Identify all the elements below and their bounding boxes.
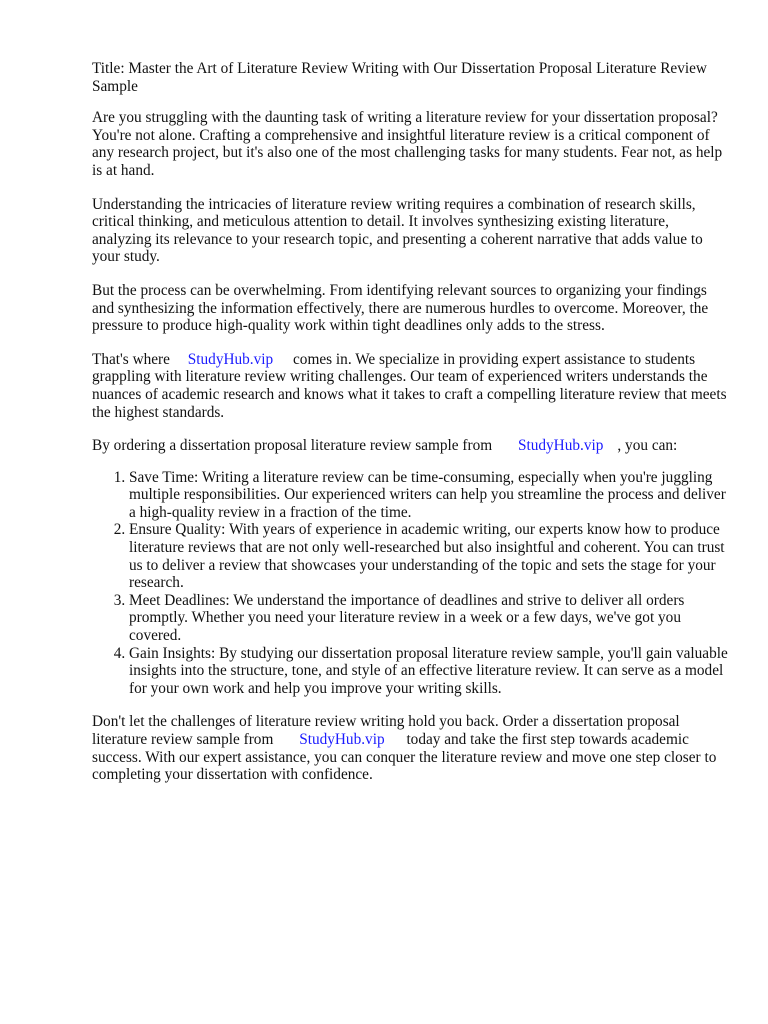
service-text-start: That's where bbox=[92, 350, 170, 368]
list-item: 4. Gain Insights: By studying our dissertation proposal literature review sample, you'll gain valuable insights into the structure, tone, and style of an effective literature review. It can serve as a model for your own work and help you improve your writing skills. bbox=[129, 645, 732, 698]
document-title: Title: Master the Art of Literature Review Writing with Our Dissertation Proposal Literature Review Sample bbox=[92, 60, 707, 95]
service-paragraph bbox=[92, 351, 732, 421]
ordering-text-end: , you can: bbox=[617, 437, 678, 455]
list-item: 3. Meet Deadlines: We understand the importance of deadlines and strive to deliver all orders promptly. Whether you need your literature review in a week or a few days, we've got you covered. bbox=[129, 592, 732, 645]
list-item: 1. Save Time: Writing a literature review can be time-consuming, especially when you're juggling multiple responsibilities. Our experienced writers can help you streamline the process and deliver a high-quality review in a fraction of the time. bbox=[129, 469, 732, 522]
ordering-paragraph bbox=[92, 437, 732, 455]
benefits-list bbox=[92, 469, 732, 698]
closing-text-end: today and take the first step towards academic success. With our expert assistance, you can conquer the literature review and move one step closer to completing your dissertation with confidence. bbox=[92, 731, 717, 784]
closing-text-start: Don't let the challenges of literature review writing hold you back. Order a dissertation proposal literature review sample from bbox=[92, 713, 680, 748]
closing-paragraph bbox=[92, 713, 732, 783]
list-item: 2. Ensure Quality: With years of experience in academic writing, our experts know how to produce literature reviews that are not only well-researched but also insightful and coherent. You can trust us to deliver a review that showcases your understanding of the topic and sets the stage for your research. bbox=[129, 521, 732, 591]
service-text-end: comes in. We specialize in providing expert assistance to students grappling with literature review writing challenges. Our team of experienced writers understands the nuances of academic research and knows what it takes to craft a compelling literature review that meets the highest standards. bbox=[92, 350, 727, 421]
document-page bbox=[92, 60, 732, 800]
ordering-text-start: By ordering a dissertation proposal literature review sample from bbox=[92, 437, 493, 455]
intro-paragraph: Are you struggling with the daunting task of writing a literature review for your dissertation proposal? You're not alone. Crafting a comprehensive and insightful literature review is a critical component of any research project, but it's also one of the most challenging tasks for many students. Fear not, as help is at hand. bbox=[92, 109, 723, 179]
process-paragraph: But the process can be overwhelming. From identifying relevant sources to organizing your findings and synthesizing the information effectively, there are numerous hurdles to overcome. Moreover, the pressure to produce high-quality work within tight deadlines only adds to the stress. bbox=[92, 281, 709, 335]
studyhub-link[interactable]: StudyHub.vip bbox=[187, 350, 274, 368]
understanding-paragraph: Understanding the intricacies of literature review writing requires a combination of research skills, critical thinking, and meticulous attention to detail. It involves synthesizing existing literature, analyzing its relevance to your research topic, and presenting a coherent narrative that adds value to your study. bbox=[92, 195, 703, 266]
studyhub-link[interactable]: StudyHub.vip bbox=[517, 437, 604, 455]
studyhub-link[interactable]: StudyHub.vip bbox=[299, 731, 385, 748]
